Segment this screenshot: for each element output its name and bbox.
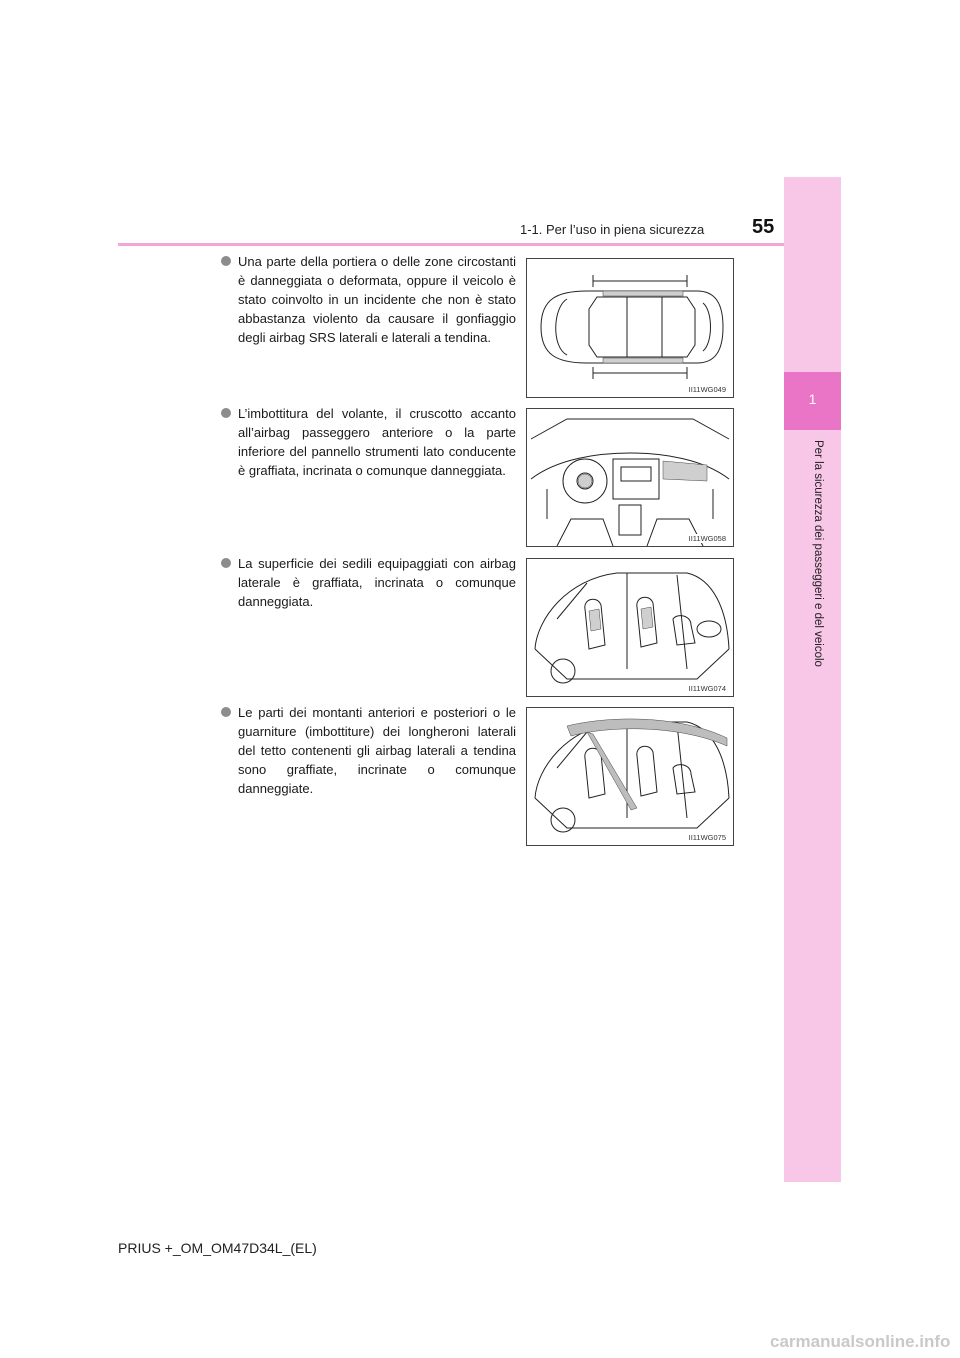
- chapter-number: 1: [808, 391, 817, 407]
- header-rule: [118, 243, 784, 246]
- list-item: [224, 252, 516, 347]
- figure-car-top-view: [526, 258, 734, 398]
- document-code: PRIUS +_OM_OM47D34L_(EL): [118, 1240, 317, 1256]
- figure-code: II11WG074: [688, 684, 726, 693]
- page-number: 55: [752, 216, 775, 238]
- bullet-icon: [221, 256, 231, 266]
- list-item: [224, 404, 516, 480]
- chapter-side-tab: [784, 177, 841, 1182]
- dashboard-illustration: [527, 409, 733, 546]
- bullet-icon: [221, 558, 231, 568]
- figure-dashboard: [526, 408, 734, 547]
- curtain-airbag-illustration: [527, 708, 733, 845]
- list-item: [224, 703, 516, 798]
- figure-curtain-airbag: [526, 707, 734, 846]
- item-text: Una parte della portiera o delle zone circostanti è danneggiata o deformata, oppure il veicolo è stato coinvolto in un incidente che non è stato abbastanza violento da causare il gonfiaggio degli airbag SRS laterali e laterali a tendina.: [238, 254, 516, 345]
- figure-seats: [526, 558, 734, 697]
- figure-code: II11WG058: [688, 534, 726, 543]
- seats-illustration: [527, 559, 733, 696]
- list-item: [224, 554, 516, 611]
- figure-code: II11WG049: [688, 385, 726, 394]
- bullet-icon: [221, 408, 231, 418]
- item-text: L’imbottitura del volante, il cruscotto accanto all’airbag passeggero anteriore o la parte inferiore del pannello strumenti lato conducente è graffiata, incrinata o comunque danneggiata.: [238, 406, 516, 478]
- watermark: carmanualsonline.info: [770, 1332, 951, 1351]
- car-top-view-illustration: [527, 259, 733, 397]
- item-text: Le parti dei montanti anteriori e posteriori o le guarniture (imbottiture) dei longheroni laterali del tetto contenenti gli airbag laterali a tendina sono graffiate, incrinate o comunque danneggiate.: [238, 705, 516, 796]
- item-text: La superficie dei sedili equipaggiati con airbag laterale è graffiata, incrinata o comunque danneggiata.: [238, 556, 516, 609]
- bullet-icon: [221, 707, 231, 717]
- section-title: 1-1. Per l’uso in piena sicurezza: [520, 222, 705, 237]
- figure-code: II11WG075: [688, 833, 726, 842]
- chapter-label: Per la sicurezza dei passeggeri e del veicolo: [812, 440, 824, 667]
